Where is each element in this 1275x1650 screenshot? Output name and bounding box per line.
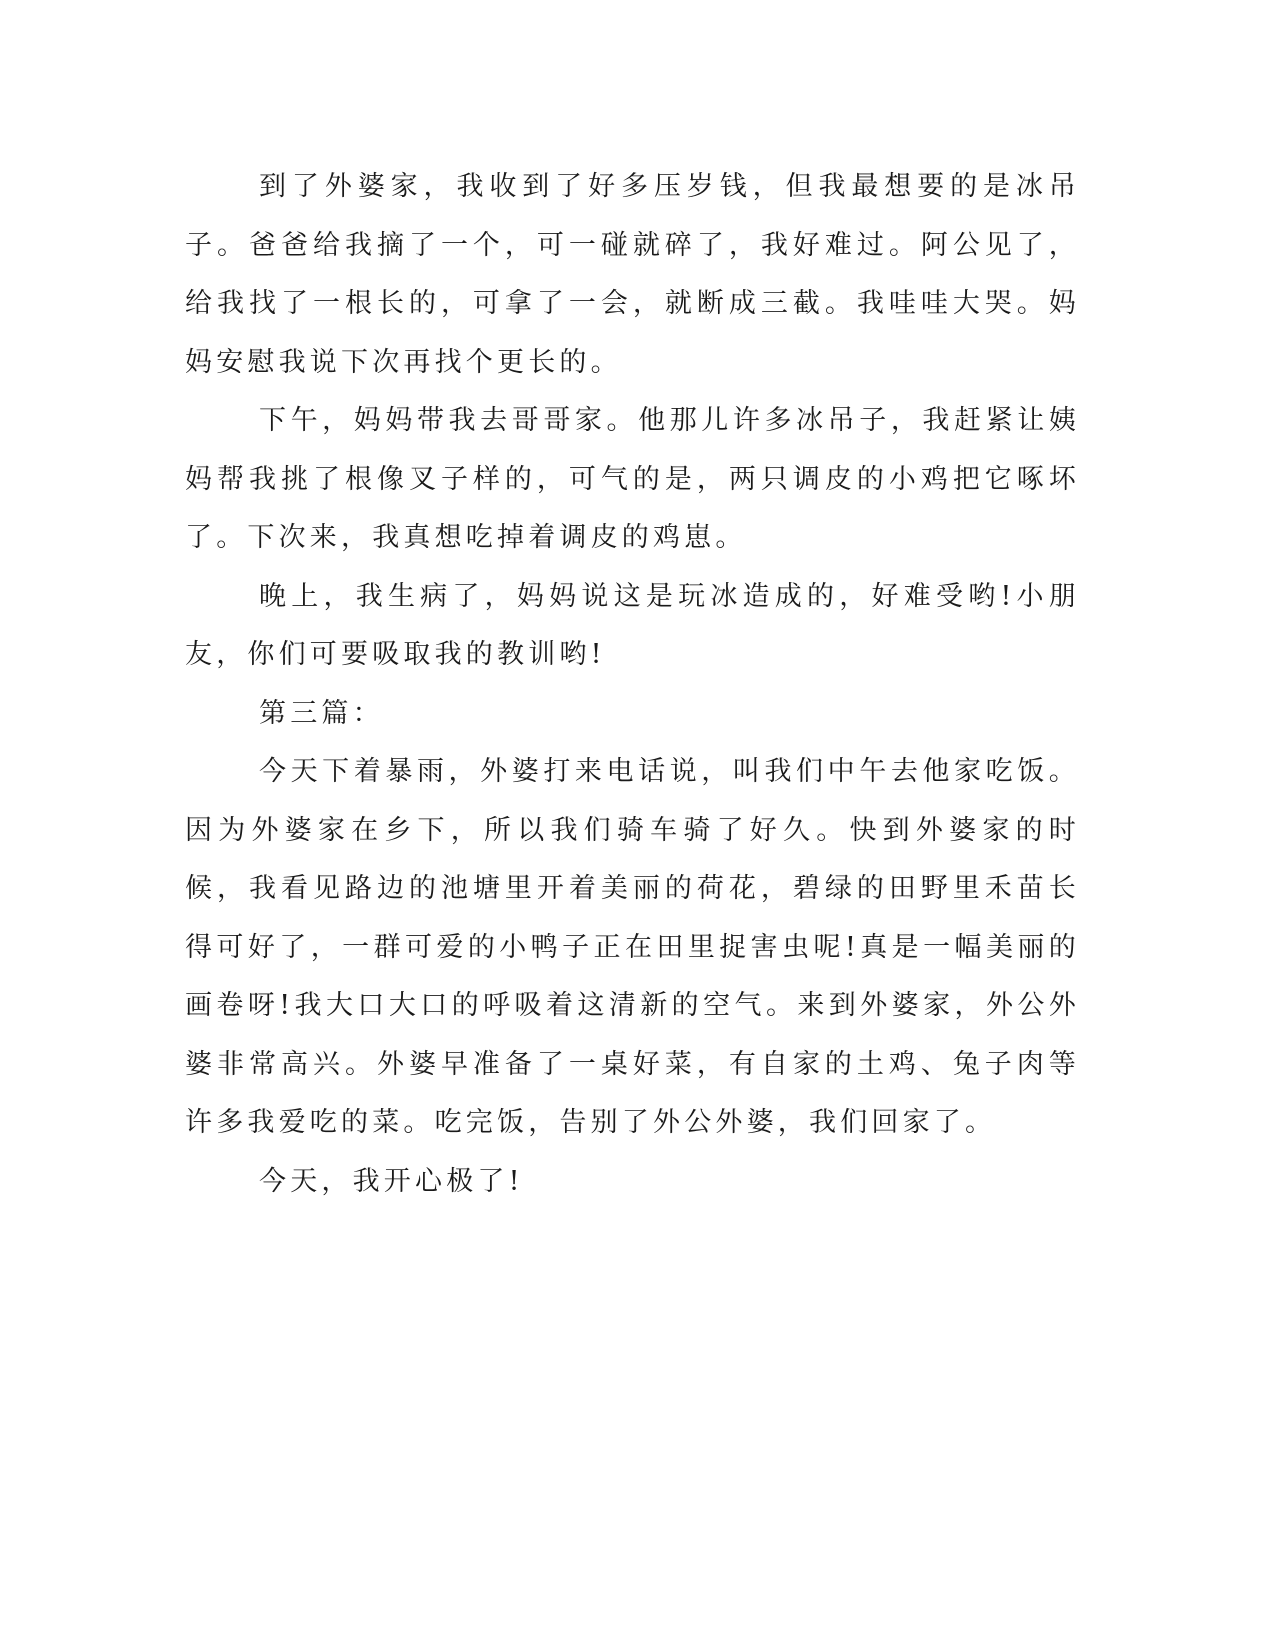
document-body [185,158,1080,1211]
section-heading-part-three: 第三篇： [259,697,384,729]
paragraph-afternoon: 下午，妈妈带我去哥哥家。他那儿许多冰吊子，我赶紧让姨妈帮我挑了根像叉子样的，可气的是，两只调皮的小鸡把它啄坏了。下次来，我真想吃掉着调皮的鸡崽。 [185,405,1080,553]
paragraph-conclusion: 今天，我开心极了! [259,1165,524,1197]
paragraph-visit-grandma: 到了外婆家，我收到了好多压岁钱，但我最想要的是冰吊子。爸爸给我摘了一个，可一碰就碎了，我好难过。阿公见了，给我找了一根长的，可拿了一会，就断成三截。我哇哇大哭。妈妈安慰我说下次再找个更长的。 [185,171,1080,378]
paragraph-evening: 晚上，我生病了，妈妈说这是玩冰造成的，好难受哟!小朋友，你们可要吸取我的教训哟! [185,580,1080,670]
paragraph-rainy-day: 今天下着暴雨，外婆打来电话说，叫我们中午去他家吃饭。因为外婆家在乡下，所以我们骑车骑了好久。快到外婆家的时候，我看见路边的池塘里开着美丽的荷花，碧绿的田野里禾苗长得可好了，一群可爱的小鸭子正在田里捉害虫呢!真是一幅美丽的画卷呀!我大口大口的呼吸着这清新的空气。来到外婆家，外公外婆非常高兴。外婆早准备了一桌好菜，有自家的土鸡、兔子肉等许多我爱吃的菜。吃完饭，告别了外公外婆，我们回家了。 [185,756,1080,1138]
